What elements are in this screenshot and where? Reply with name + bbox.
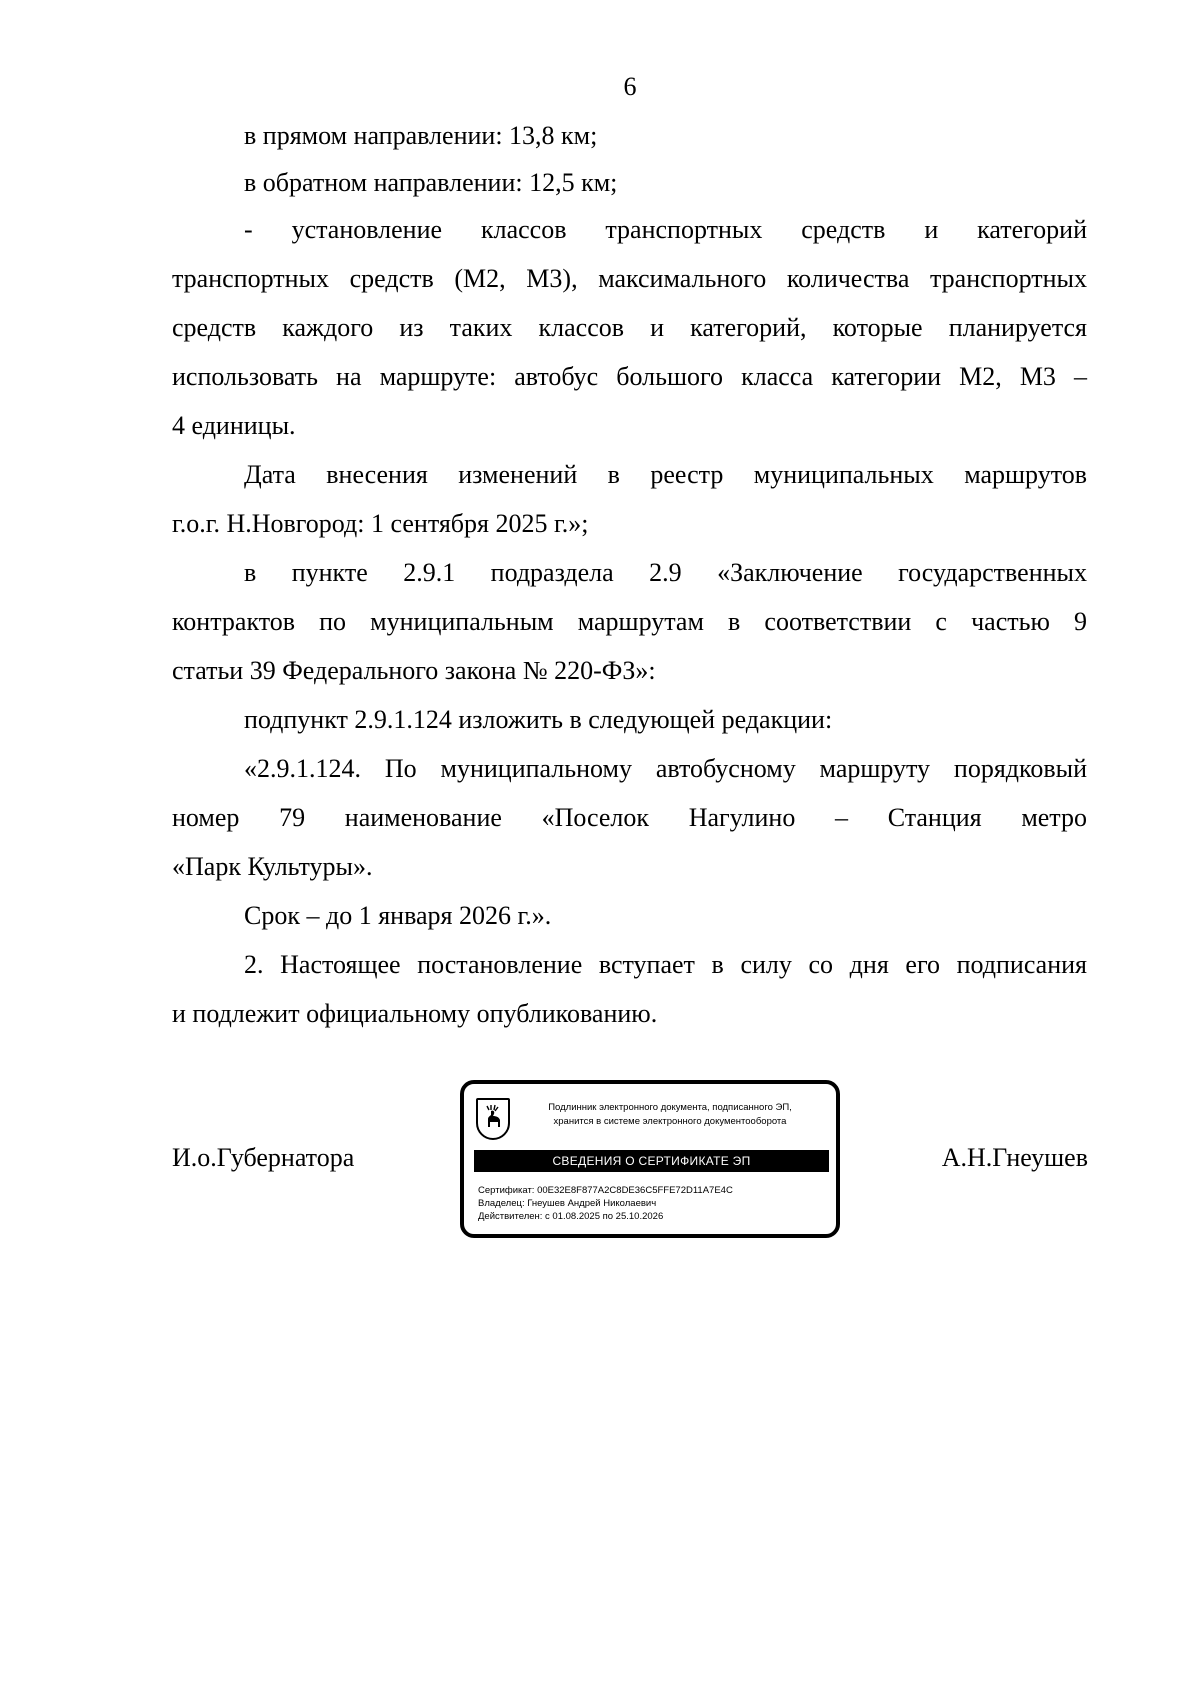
text-line: «2.9.1.124. По муниципальному автобусному маршруту порядковый [244,754,1087,783]
text-line: транспортных средств (М2, М3), максимального количества транспортных [172,264,1087,293]
text-line: подпункт 2.9.1.124 изложить в следующей редакции: [244,705,833,734]
signatory-name: А.Н.Гнеушев [941,1143,1088,1172]
text-line: - установление классов транспортных средств и категорий [244,215,1087,244]
text-line: Дата внесения изменений в реестр муниципальных маршрутов [244,460,1087,489]
text-line: 2. Настоящее постановление вступает в силу со дня его подписания [244,950,1087,979]
text-line: статьи 39 Федерального закона № 220-ФЗ»: [172,656,656,685]
text-line: номер 79 наименование «Поселок Нагулино – Станция метро [172,803,1087,832]
page-number: 6 [623,72,637,101]
stamp-title-bar: СВЕДЕНИЯ О СЕРТИФИКАТЕ ЭП [474,1150,829,1172]
signatory-position: И.о.Губернатора [172,1143,355,1172]
text-line: контрактов по муниципальным маршрутам в соответствии с частью 9 [172,607,1087,636]
text-line: использовать на маршруте: автобус большого класса категории М2, М3 – [172,362,1087,391]
stamp-header-line: хранится в системе электронного документооборота [553,1116,787,1127]
text-line: «Парк Культуры». [172,852,373,881]
text-line: средств каждого из таких классов и категорий, которые планируется [172,313,1087,342]
stamp-header [520,1101,820,1129]
text-line: в обратном направлении: 12,5 км; [244,168,618,197]
text-line: Срок – до 1 января 2026 г.». [244,901,552,930]
certificate-validity: Действителен: с 01.08.2025 по 25.10.2026 [478,1211,664,1222]
certificate-owner: Владелец: Гнеушев Андрей Николаевич [478,1198,657,1209]
text-line: в прямом направлении: 13,8 км; [244,121,598,150]
text-line: 4 единицы. [172,411,296,440]
text-line: в пункте 2.9.1 подраздела 2.9 «Заключение государственных [244,558,1087,587]
coat-of-arms-deer-icon [476,1098,510,1140]
electronic-signature-stamp [460,1080,840,1238]
certificate-number: Сертификат: 00E32E8F877A2C8DE36C5FFE72D11A7E4C [478,1185,733,1196]
text-line: г.о.г. Н.Новгород: 1 сентября 2025 г.»; [172,509,589,538]
text-line: и подлежит официальному опубликованию. [172,999,658,1028]
stamp-header-line: Подлинник электронного документа, подписанного ЭП, [548,1102,792,1113]
